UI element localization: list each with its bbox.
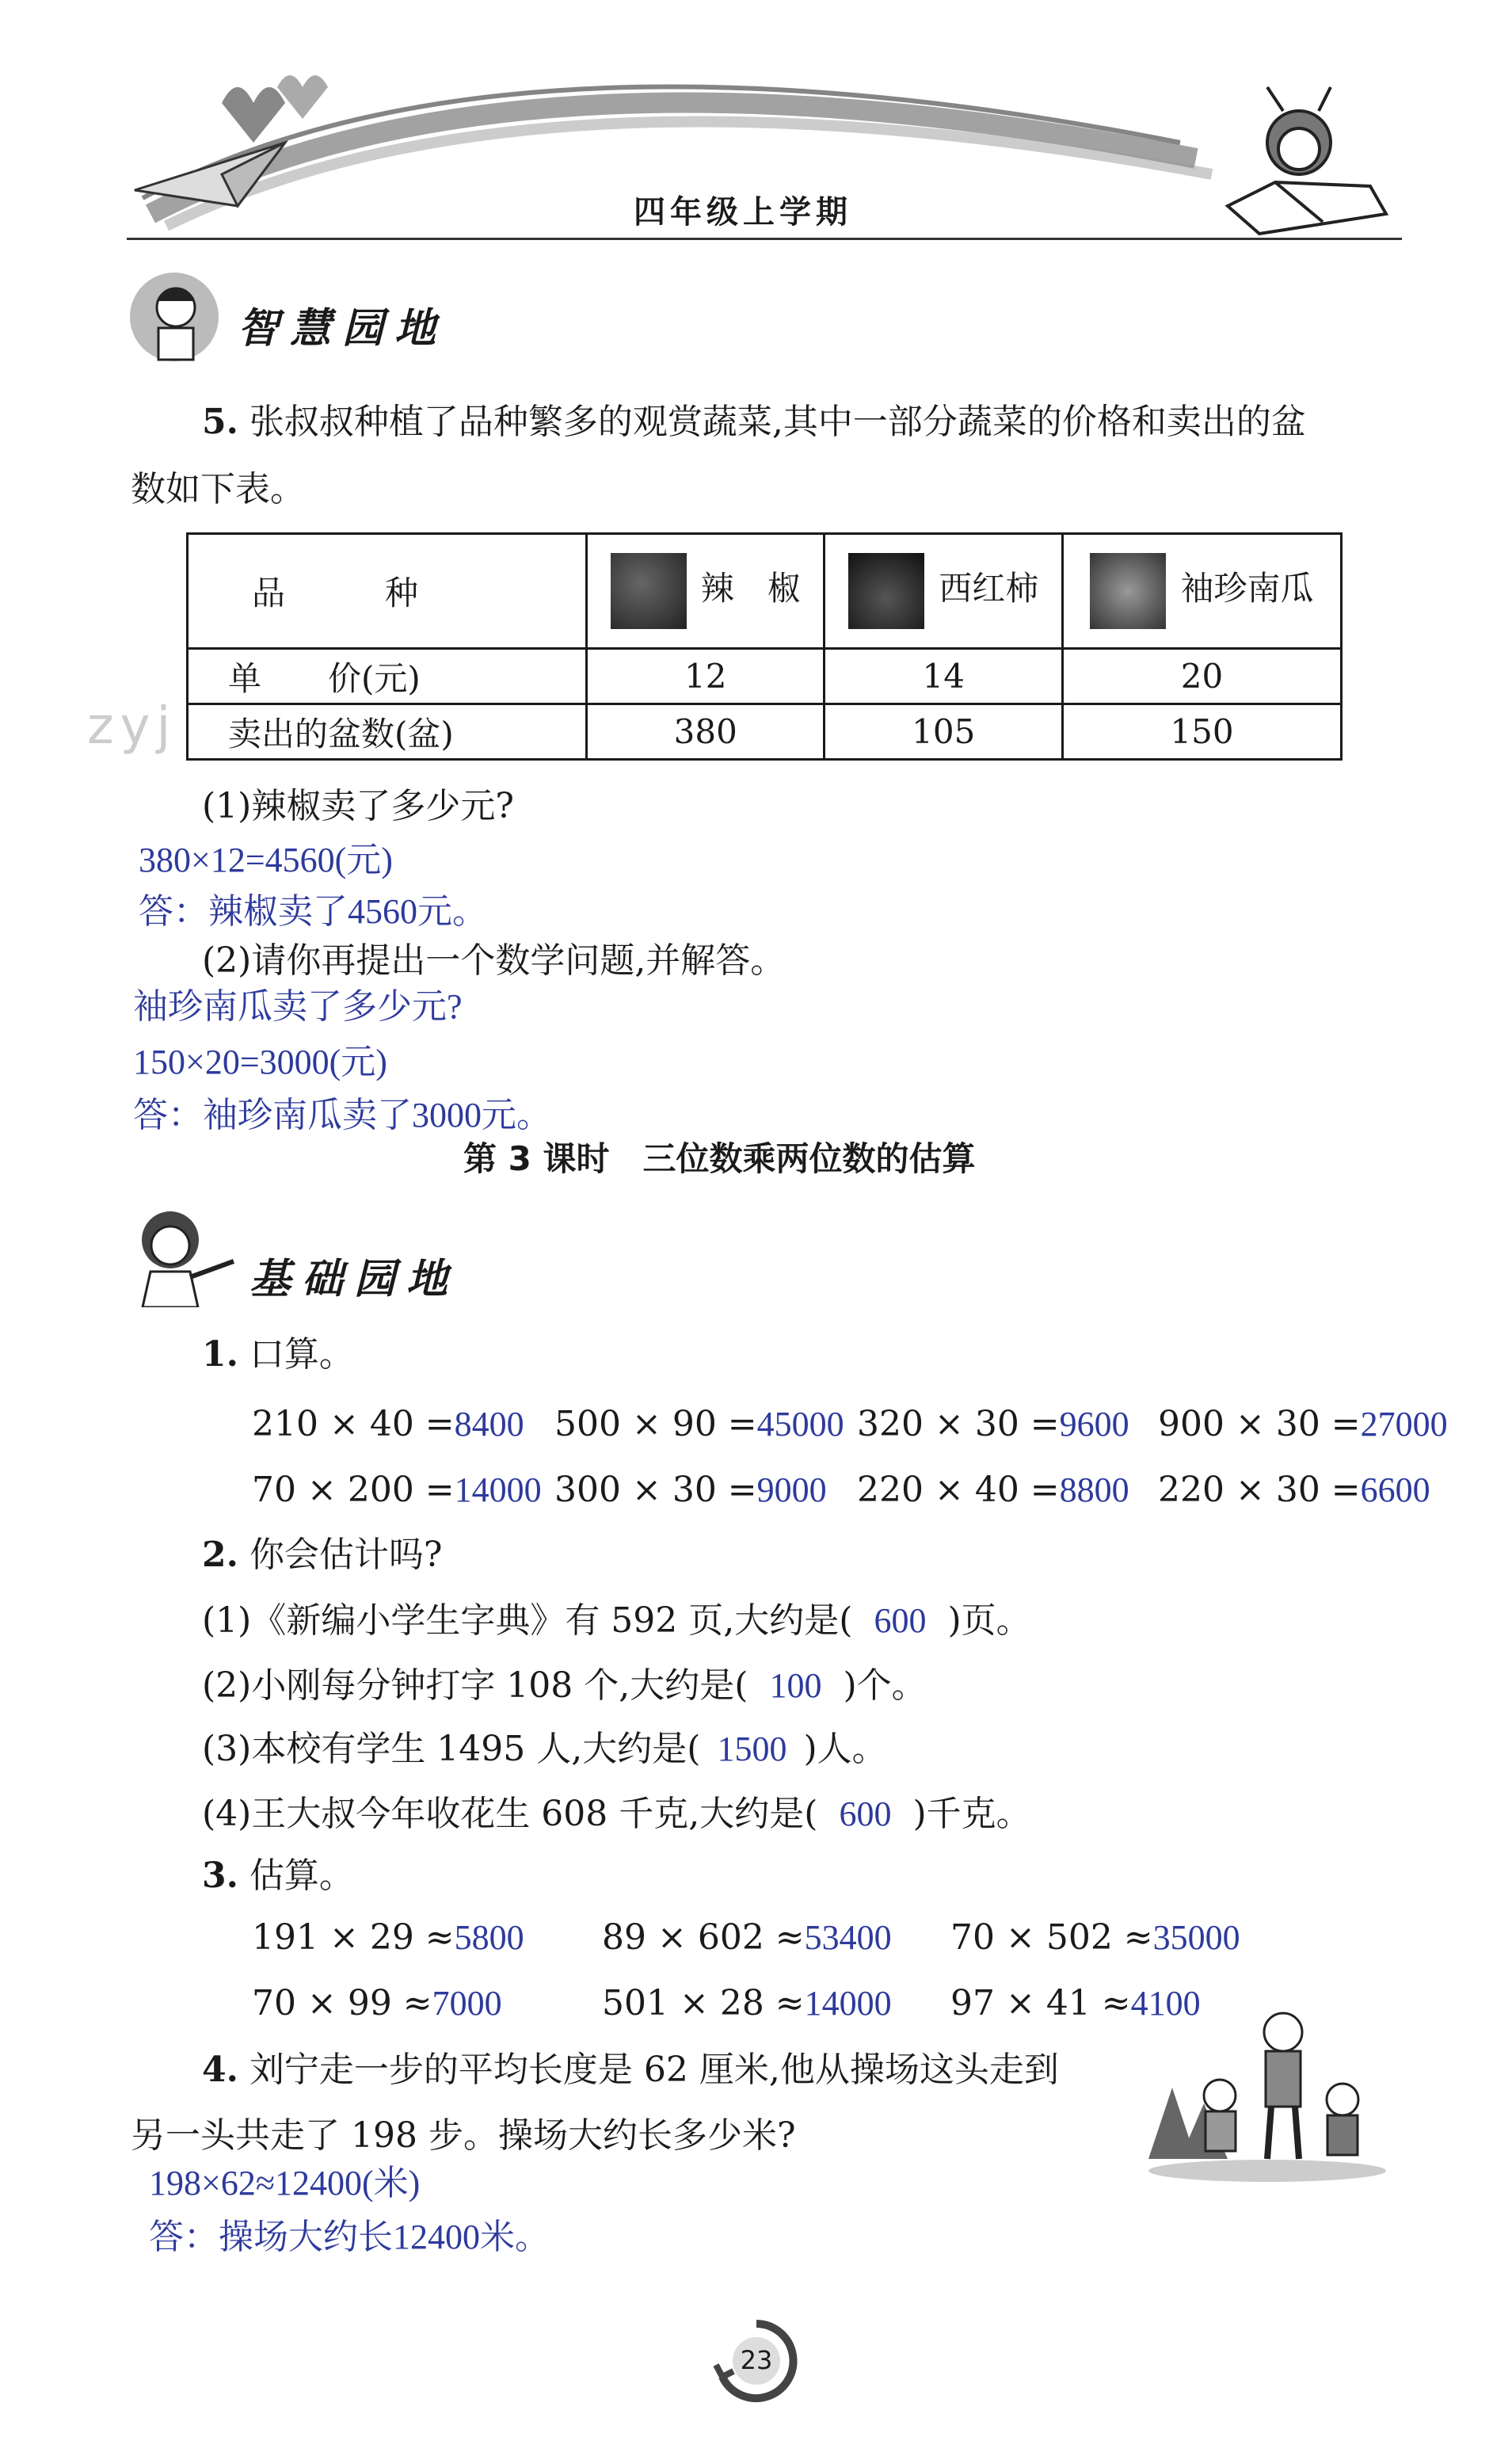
price-tomato: 14 bbox=[825, 649, 1062, 704]
col-pepper: 辣 椒 bbox=[587, 534, 825, 649]
q2-item-3: (3)本校有学生 1495 人,大约是( 1500 )人。 bbox=[202, 1729, 887, 1769]
q1-heading bbox=[202, 1333, 354, 1377]
q3-item-6: 97 × 41 ≈4100 bbox=[950, 1983, 1201, 2023]
q1-item-2: 500 × 90 =45000 bbox=[554, 1404, 844, 1444]
pepper-photo bbox=[611, 553, 687, 629]
q3-item-4: 70 × 99 ≈7000 bbox=[252, 1983, 502, 2023]
q5-ans1-line2: 答：辣椒卖了4560元。 bbox=[139, 892, 487, 931]
q1-item-1: 210 × 40 =8400 bbox=[252, 1404, 524, 1444]
q5-text-2: 数如下表。 bbox=[131, 469, 305, 509]
q3-item-3: 70 × 502 ≈35000 bbox=[950, 1917, 1240, 1958]
q1-item-8: 220 × 30 =6600 bbox=[1158, 1470, 1430, 1510]
q5-sub2: (2)请你再提出一个数学问题,并解答。 bbox=[202, 940, 786, 981]
q5-ans2-line2: 150×20=3000(元) bbox=[133, 1043, 387, 1081]
q4-line1 bbox=[202, 2048, 1059, 2092]
q5-ans2-line3: 答：袖珍南瓜卖了3000元。 bbox=[133, 1096, 551, 1135]
q2-title: 你会估计吗? bbox=[249, 1535, 443, 1575]
q1-title: 口算。 bbox=[249, 1334, 354, 1375]
q1-item-7: 220 × 40 =8800 bbox=[857, 1470, 1129, 1510]
q5-ans1-line1: 380×12=4560(元) bbox=[139, 841, 393, 879]
pumpkin-photo bbox=[1090, 553, 1166, 629]
q4-text-2: 另一头共走了 198 步。操场大约长多少米? bbox=[131, 2115, 796, 2156]
q4-text-1: 刘宁走一步的平均长度是 62 厘米,他从操场这头走到 bbox=[249, 2050, 1059, 2090]
q4-number: 4. bbox=[202, 2050, 238, 2090]
watermark: zyj bbox=[87, 697, 177, 756]
section-title-jichu: 基础园地 bbox=[249, 1256, 459, 1303]
paper-plane-icon bbox=[135, 143, 285, 206]
q1-item-4: 900 × 30 =27000 bbox=[1158, 1404, 1448, 1444]
q5-ans2-line1: 袖珍南瓜卖了多少元? bbox=[133, 987, 463, 1026]
price-pumpkin: 20 bbox=[1062, 649, 1341, 704]
q5-sub1: (1)辣椒卖了多少元? bbox=[202, 786, 514, 826]
q5-number: 5. bbox=[202, 402, 238, 442]
q5-text-1: 张叔叔种植了品种繁多的观赏蔬菜,其中一部分蔬菜的价格和卖出的盆 bbox=[249, 402, 1306, 442]
q3-item-2: 89 × 602 ≈53400 bbox=[602, 1917, 892, 1958]
price-table bbox=[186, 532, 1343, 761]
q5-line1 bbox=[202, 400, 1306, 444]
q4-ans-line2: 答：操场大约长12400米。 bbox=[149, 2218, 550, 2256]
q1-item-3: 320 × 30 =9600 bbox=[857, 1404, 1129, 1444]
tomato-photo bbox=[848, 553, 924, 629]
price-pepper: 12 bbox=[587, 649, 825, 704]
row-header-price: 单 价(元) bbox=[188, 649, 587, 704]
page-number: 23 bbox=[740, 2345, 773, 2375]
boy-thinking-icon bbox=[127, 269, 222, 364]
q2-heading bbox=[202, 1533, 443, 1577]
count-tomato: 105 bbox=[825, 704, 1062, 760]
q1-item-6: 300 × 30 =9000 bbox=[554, 1470, 827, 1510]
q3-item-1: 191 × 29 ≈5800 bbox=[252, 1917, 524, 1958]
girl-reading-icon bbox=[1228, 87, 1386, 234]
q2-item-4: (4)王大叔今年收花生 608 千克,大约是( 600 )千克。 bbox=[202, 1794, 1031, 1834]
col-tomato: 西红柿 bbox=[825, 534, 1062, 649]
teacher-icon bbox=[127, 1204, 246, 1307]
q3-item-5: 501 × 28 ≈14000 bbox=[602, 1983, 892, 2023]
q1-item-5: 70 × 200 =14000 bbox=[252, 1470, 542, 1510]
q2-item-1: (1)《新编小学生字典》有 592 页,大约是( 600 )页。 bbox=[202, 1600, 1031, 1641]
section-title-zhihui: 智慧园地 bbox=[238, 305, 448, 353]
q2-number: 2. bbox=[202, 1535, 238, 1575]
row-header-variety: 品 种 bbox=[188, 534, 587, 649]
q3-title: 估算。 bbox=[249, 1855, 354, 1896]
q2-item-2: (2)小刚每分钟打字 108 个,大约是( 100 )个。 bbox=[202, 1665, 927, 1706]
q1-number: 1. bbox=[202, 1334, 238, 1375]
row-header-count: 卖出的盆数(盆) bbox=[188, 704, 587, 760]
header-divider bbox=[127, 238, 1402, 240]
count-pepper: 380 bbox=[587, 704, 825, 760]
grade-title: 四年级上学期 bbox=[634, 194, 852, 231]
q3-heading bbox=[202, 1854, 354, 1898]
count-pumpkin: 150 bbox=[1062, 704, 1341, 760]
q4-ans-line1: 198×62≈12400(米) bbox=[149, 2164, 421, 2202]
col-pumpkin: 袖珍南瓜 bbox=[1062, 534, 1341, 649]
q3-number: 3. bbox=[202, 1855, 238, 1896]
children-playground-icon bbox=[1148, 2000, 1386, 2183]
lesson-title: 第 3 课时 三位数乘两位数的估算 bbox=[463, 1139, 976, 1178]
